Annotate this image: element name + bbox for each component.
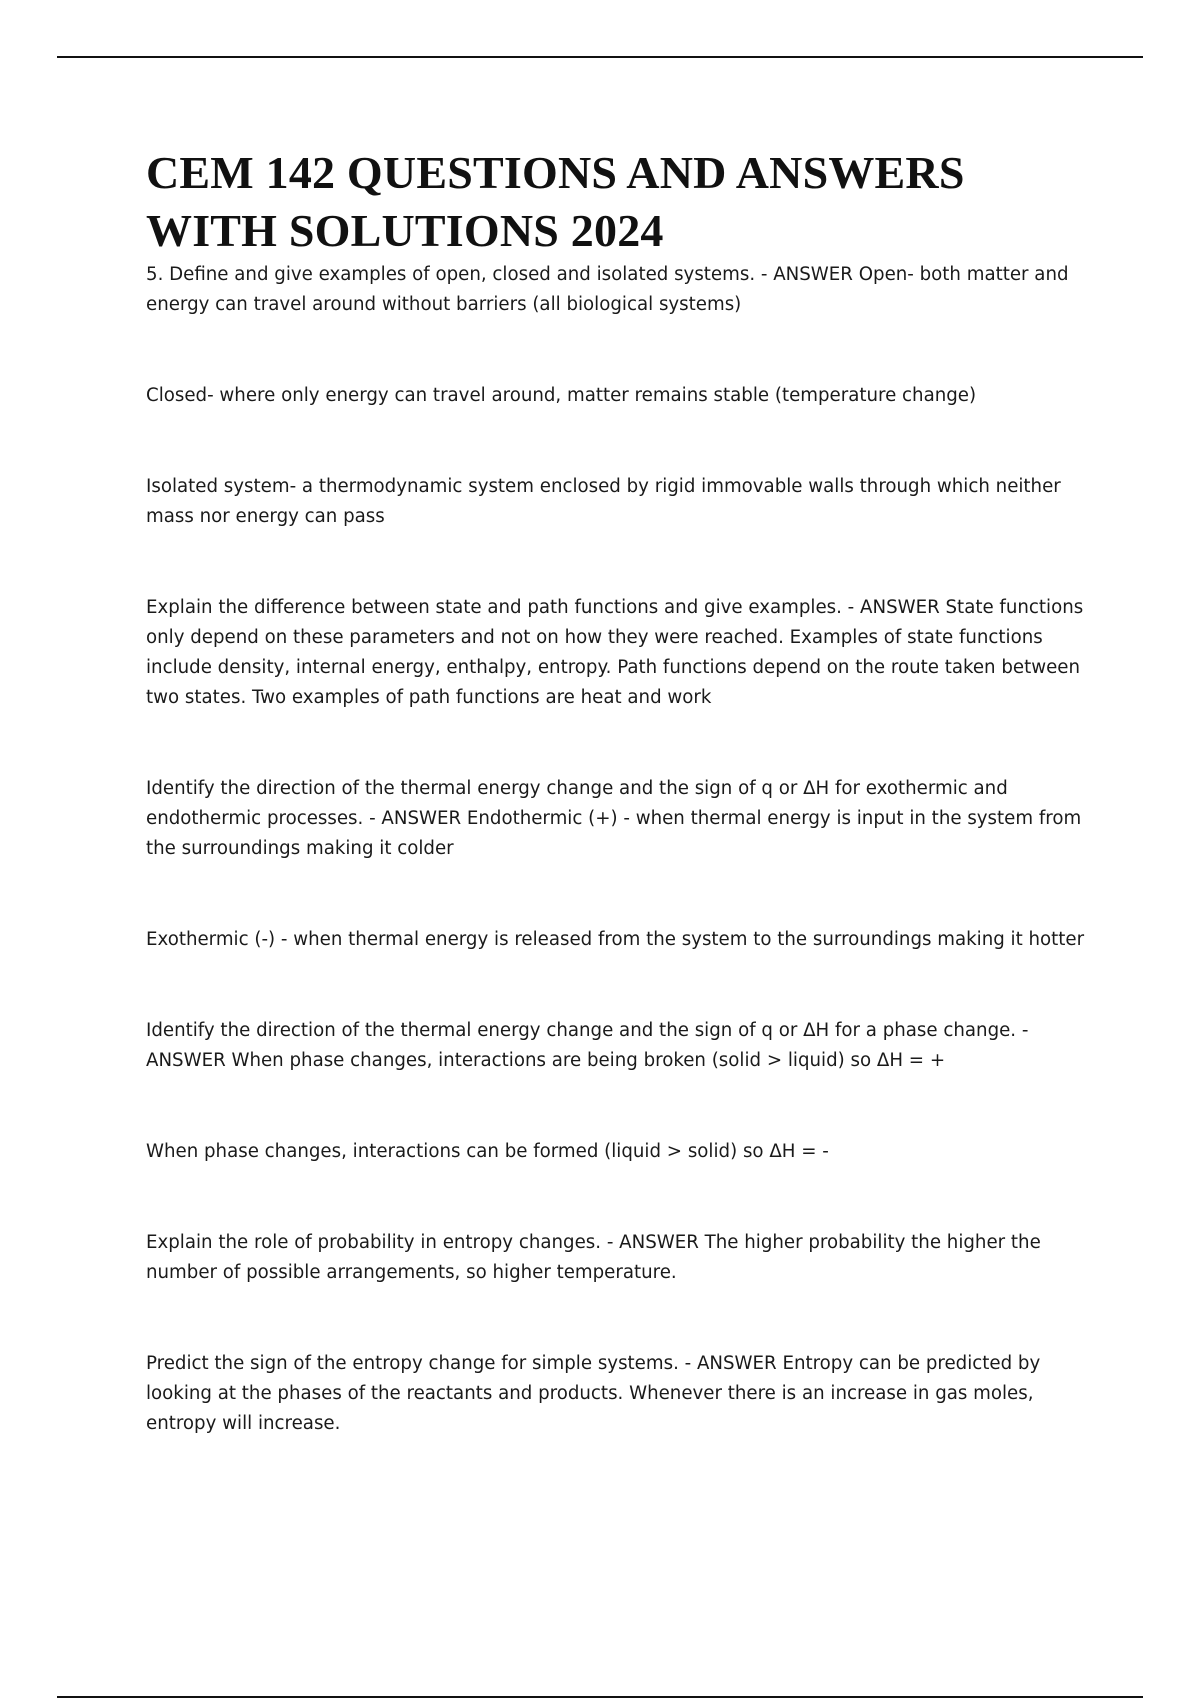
paragraph-phase-formed: When phase changes, interactions can be formed (liquid > solid) so ΔH = - — [146, 1141, 829, 1162]
paragraph-closed-systems: Closed- where only energy can travel around, matter remains stable (temperature change) — [146, 385, 977, 406]
paragraph-isolated-systems: Isolated system- a thermodynamic system enclosed by rigid immovable walls through which neither mass nor energy can pass — [146, 476, 1061, 527]
paragraph-probability-entropy: Explain the role of probability in entropy changes. - ANSWER The higher probability the higher the number of possible arrangements, so higher temperature. — [146, 1232, 1041, 1283]
paragraph-entropy-sign: Predict the sign of the entropy change for simple systems. - ANSWER Entropy can be predicted by looking at the phases of the reactants and products. Whenever there is an increase in gas moles, entropy will increase. — [146, 1353, 1041, 1434]
header-rule — [57, 56, 1143, 58]
paragraph-phase-change: Identify the direction of the thermal energy change and the sign of q or ΔH for a phase change. - ANSWER When phase changes, interactions are being broken (solid > liquid) so ΔH = + — [146, 1020, 1029, 1071]
title-line-1: CEM 142 QUESTIONS AND ANSWERS — [146, 147, 965, 198]
paragraph-endothermic: Identify the direction of the thermal energy change and the sign of q or ΔH for exothermic and endothermic processes. - ANSWER Endothermic (+) - when thermal energy is input in the system from the surroundings making it colder — [146, 778, 1082, 859]
paragraph-open-systems: 5. Define and give examples of open, closed and isolated systems. - ANSWER Open- both matter and energy can travel around without barriers (all biological systems) — [146, 264, 1069, 315]
title-line-2: WITH SOLUTIONS 2024 — [146, 205, 664, 256]
paragraph-exothermic: Exothermic (-) - when thermal energy is released from the system to the surroundings making it hotter — [146, 929, 1085, 950]
document-title — [146, 144, 1096, 260]
paragraph-state-path-functions: Explain the difference between state and path functions and give examples. - ANSWER State functions only depend on these parameters and not on how they were reached. Examples of state functions include density, internal energy, enthalpy, entropy. Path functions depend on the route taken between two states. Two examples of path functions are heat and work — [146, 597, 1084, 708]
document-body — [146, 144, 1096, 1439]
footer-rule — [57, 1696, 1143, 1698]
